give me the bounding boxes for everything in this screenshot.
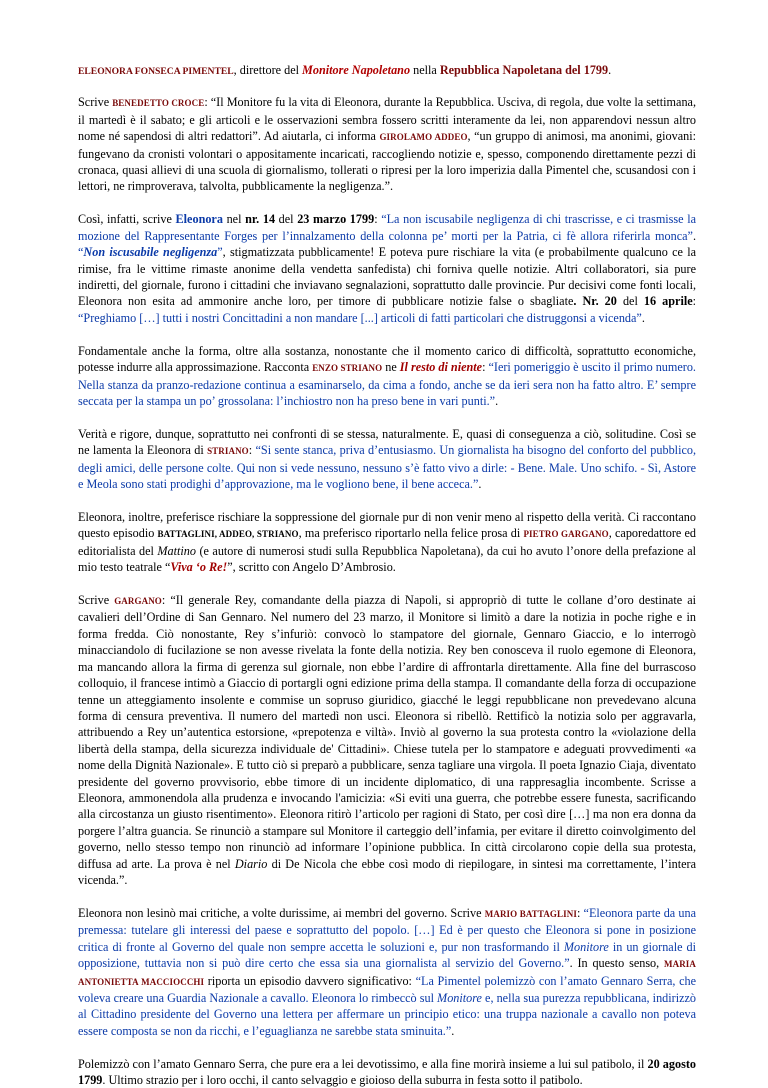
eleonora-name: Eleonora [175,212,223,227]
author-addeo: GIROLAMO ADDEO [379,132,468,143]
book-title: Il resto di niente [399,360,483,375]
paragraph-1: Scrive BENEDETTO CROCE: “Il Monitore fu la vita di Eleonora, durante la Repubblica. Usciva, di regola, due volte la settimana, il martedì è il sabato; e gli articoli e le osservazioni sembra fossero scritti interamente da lei, non apparendovi nessun altro nome né sapendosi di altri redattori”. Ad aiutarla, ci informa GIROLAMO ADDEO, “un gruppo di animosi, ma anonimi, giovani: fungevano da cronisti volontari o appositamente incaricati, raccogliendo notizie e, spesso, componendo direttamente pezzi di cronaca, quasi allievi di una scuola di giornalismo, tollerati o ripresi per la loro imperizia dalla Pimentel che, scusandosi con i lettori, ne rimproverava, talvolta, pubblicamente la negligenza.”. [78,95,696,194]
author-gargano: GARGANO [114,596,162,607]
author-striano: STRIANO [207,446,249,457]
newspaper-name: Mattino [157,543,196,558]
author-gargano: PIETRO GARGANO [523,529,609,540]
quote: “Ieri pomeriggio è uscito il primo numero. Nella stanza da pranzo-redazione continua a esaminarselo, da cima a fondo, anche se da ieri sera non ha fatto altro. E’ sempre seccata per la stampa un po’ grossolana: l’inchiostro non ha preso bene in vari punti.” [78,360,696,408]
paragraph-6: Scrive GARGANO: “Il generale Rey, comandante della piazza di Napoli, si appropriò di tutte le collane d’oro destinate ai cavalieri dell’Ordine di San Gennaro. Nel numero del 23 marzo, il Monitore si limitò a dare la notizia in poche righe e in forma fredda. Ciò nonostante, Rey s’infuriò: convocò lo stampatore del giornale, Gennaro Giaccio, e lo interrogò minacciandolo di fucilazione se non avesse rivelata la fonte della notizia. Rey ben conosceva il ruolo egemone di Eleonora, ma mancando allora la firma di gerenza sul giornale, non ebbe l’ardire di affrontarla direttamente. Alla fine del burrascoso colloquio, il francese intimò a Giaccio di portargli ogni edizione prima della stampa. Il comandante della forza di occupazione tenne un atteggiamento insolente e commise un sopruso giuridico, giacché le leggi repubblicane non prevedevano alcuna forma di censura preventiva. Il numero del martedì non usci. Eleonora si ribellò. Rettificò la notizia solo per aggravarla, attribuendo a Rey un’autentica estorsione, «prepotenza e viltà». Inviò al governo la sua protesta contro la «violazione della libertà della stampa, della sicurezza individuale de' Cittadini». Chiese tutela per lo stampatore e adeguati provvedimenti «a nome della Dignità Nazionale». E tutto ciò si preparò a pubblicare, senza tagliare una virgola. Il poeta Ignazio Ciaja, diventato presidente del governo provvisorio, ebbe timore di un incidente diplomatico, di una rappresaglia incombente. Scrisse a Eleonora, ammonendola alla prudenza e invocando l'amicizia: «Si eviti una guerra, che potrebbe essere funesta, sacrificando alla circostanza un giusto risentimento». Eleonora ritirò l’articolo per ragioni di Stato, per così dire […] ma non era donna da porgere l’altra guancia. Se rinunciò a stampare sul Monitore il carteggio dell’infamia, per evitare il diretto coinvolgimento del governo, nello stesso tempo non rinunciò ad informare l’opinione pubblica. In città circolarono copie della sua protesta, diffusa ad arte. La prova è nel Diario di De Nicola che ebbe così modo di riepilogare, in sintesi ma correttamente, l’intera vicenda.”. [78,593,696,887]
play-title: Viva ‘o Re! [170,560,228,575]
paragraph-5: Eleonora, inoltre, preferisce rischiare la soppressione del giornale pur di non venir meno al rispetto della verità. Ci raccontano questo episodio BATTAGLINI, ADDEO, STRIANO, ma preferisco riportarlo nella felice prosa di PIETRO GARGANO, caporedattore ed editorialista del Mattino (e autore di numerosi studi sulla Repubblica Napoletana), da cui ho avuto l’onore della prefazione al mio testo teatrale “Viva ‘o Re!”, scritto con Angelo D’Ambrosio. [78,509,697,575]
paragraph-4: Verità e rigore, dunque, soprattutto nei confronti di se stessa, naturalmente. E, quasi di conseguenza a ciò, solitudine. Così se ne lamenta la Eleonora di STRIANO: “Si sente stanca, priva d’entusiasmo. Un giornalista ha bisogno del conforto del pubblico, degli amici, delle persone colte. Qui non si vede nessuno, nessuno s’è fatto vivo a dirle: - Bene. Male. Uno schifo. - Sì, Astore e Meola sono stati prodighi d’approvazione, ma le vogliono bene, il bene acceca.”. [78,426,697,492]
paragraph-7: Eleonora non lesinò mai critiche, a volte durissime, ai membri del governo. Scrive MARIO BATTAGLINI: “Eleonora parte da una premessa: tutelare gli interessi del paese e soprattutto del popolo. […] Ed è per questo che Eleonora si pone in posizione critica di fronte al Governo del quale non sempre accetta le soluzioni e, pur non trasformando il Monitore in un giornale di opposizione, tuttavia non si può dire certo che essa sia una giornalista al servizio del Governo.”. In questo senso, MARIA ANTONIETTA MACCIOCCHI riporta un episodio davvero significativo: “La Pimentel polemizzò con l’amato Gennaro Serra, che voleva creare una Guardia Nazionale a cavallo. Eleonora lo rimbeccò sul Monitore e, nella sua purezza repubblicana, indirizzò al Cittadino presidente del Governo una lettera per affermare un principio etico: una truppa nazionale a cavallo non poteva essere composta se non da ricchi, e l’eguaglianza ne sarebbe stata sminuita.”. [78,905,697,1038]
document-title: ELEONORA FONSECA PIMENTEL, direttore del Monitore Napoletano nella Repubblica Napoletana del 1799. [78,63,612,77]
quote: “La Pimentel polemizzò con l’amato Gennaro Serra, che voleva creare una Guardia Nazionale a cavallo. Eleonora lo rimbeccò sul [78,973,696,1005]
quote: “Eleonora parte da una premessa: tutelare gli interessi del paese e soprattutto del popolo. […] Ed è per questo che Eleonora si pone in posizione critica di fronte al Governo del quale non sempre accetta le soluzioni e, pur non trasformando il [78,905,696,954]
paragraph-8: Polemizzò con l’amato Gennaro Serra, che pure era a lei devotissimo, e alla fine morirà insieme a lui sul patibolo, il 20 agosto 1799. Ultimo strazio per i loro occhi, il canto selvaggio e gioioso della suburra in festa sotto il patibolo. [78,1056,696,1088]
quote: “La non iscusabile negligenza di chi trascrisse, e ci trasmisse la mozione del Rappresentante Forges per l’innalzamento della colonna pe’ morti per la Patria, ci fè allora riferirla monca” [78,212,696,243]
quote-emphasis: Non iscusabile negligenza [83,245,218,260]
paragraph-2: Così, infatti, scrive Eleonora nel nr. 14 del 23 marzo 1799: “La non iscusabile negligenza di chi trascrisse, e ci trasmisse la mozione del Rappresentante Forges per l’innalzamento della colonna pe’ morti per la Patria, ci fè allora riferirla monca”. “Non iscusabile negligenza”, stigmatizzata pubblicamente! E poteva pure rischiare la vita (e probabilmente qualcuno ce la rimise, fra le vittime rimaste anonime della vendetta sanfedista) chi forniva quelle notizie. Altri collaboratori, sia pure indiretti, del giornale, furono i cittadini che inviavano segnalazioni, soprattutto dalle provincie. Pur decisivi come fonti locali, Eleonora non esita ad ammonire anche loro, per timore di pubblicare notizie false o sbagliate. Nr. 20 del 16 aprile: “Preghiamo […] tutti i nostri Concittadini a non mandare [...] articoli di fatti particolari che distruggonsi a vicenda”. [78,212,697,325]
author-croce: BENEDETTO CROCE [112,98,205,109]
paragraph-3: Fondamentale anche la forma, oltre alla sostanza, nonostante che il momento carico di difficoltà, soprattutto economiche, potesse indurre alla approssimazione. Racconta ENZO STRIANO ne Il resto di niente: “Ieri pomeriggio è uscito il primo numero. Nella stanza da pranzo-redazione continua a esaminarselo, da cima a fondo, anche se da ieri sera non ha fatto altro. E’ sempre seccata per la stampa un po’ grossolana: l’inchiostro non ha preso bene in vari punti.”. [78,343,696,408]
diario-title: Diario [234,856,268,871]
execution-date: 20 agosto 1799 [78,1056,696,1088]
quote: “Si sente stanca, priva d’entusiasmo. Un giornalista ha bisogno del conforto del pubblico, degli amici, delle persone colte. Qui non si vede nessuno, nessuno s’è fatto vivo a dirle: - Bene. Male. Uno schifo. - Sì, Astore e Meola sono stati prodighi d’approvazione, ma le vogliono bene, il bene acceca.” [78,443,697,492]
title-name: ELEONORA FONSECA PIMENTEL [78,66,234,77]
monitore-title: Monitore Napoletano [302,63,411,77]
authors-list: BATTAGLINI, ADDEO, STRIANO [157,529,299,540]
author-macciocchi: MARIA ANTONIETTA MACCIOCCHI [78,959,697,987]
author-battaglini: MARIO BATTAGLINI [484,908,577,919]
author-striano: ENZO STRIANO [312,363,383,374]
quote: “Preghiamo […] tutti i nostri Concittadini a non mandare [...] articoli di fatti particolari che distruggonsi a vicenda” [78,310,642,325]
quote: “Il generale Rey, comandante della piazza di Napoli, si appropriò di tutte le collane d’oro destinate ai cavalieri dell’Ordine di San Gennaro. Nel numero del 23 marzo, il Monitore si limitò a dare la notizia in poche righe e in forma fredda. Ciò nonostante, Rey s’infuriò: convocò lo stampatore del giornale, Gennaro Giaccio, e lo interrogò minacciandolo di fucilazione se non avesse rivelata la fonte della notizia. Rey ben conosceva il ruolo egemone di Eleonora, ma mancando allora la firma di gerenza sul giornale, non ebbe l’ardire di affrontarla direttamente. Alla fine del burrascoso colloquio, il francese intimò a Giaccio di portargli ogni edizione prima della stampa. Il comandante della forza di occupazione tenne un atteggiamento insolente e commise un sopruso giuridico, giacché le leggi repubblicane non prevedevano alcuna forma di censura preventiva. Il numero del martedì non usci. Eleonora si ribellò. Rettificò la notizia solo per aggravarla, attribuendo a Rey un’autentica estorsione, «prepotenza e viltà». Inviò al governo la sua protesta contro la «violazione della libertà della stampa, della sicurezza individuale de' Cittadini». Chiese tutela per lo stampatore e adeguati provvedimenti «a nome della Dignità Nazionale». E tutto ciò si preparò a pubblicare, senza tagliare una virgola. Il poeta Ignazio Ciaja, diventato presidente del governo provvisorio, ebbe timore di un incidente diplomatico, di una rappresaglia incombente. Scrisse a Eleonora, ammonendola alla prudenza e invocando l'amicizia: «Si eviti una guerra, che potrebbe essere funesta, sacrificando alla circostanza un giusto risentimento». Eleonora ritirò l’articolo per ragioni di Stato, per così dire […] ma non era donna da porgere l’altra guancia. Se rinunciò a stampare sul Monitore il carteggio dell’infamia, per evitare il diretto coinvolgimento del governo, nello stesso tempo non rinunciò ad informare l’opinione pubblica. In città circolarono copie della sua protesta, diffusa ad arte. La prova è nel [78,593,696,871]
repubblica-title: Repubblica Napoletana del 1799 [439,63,609,77]
